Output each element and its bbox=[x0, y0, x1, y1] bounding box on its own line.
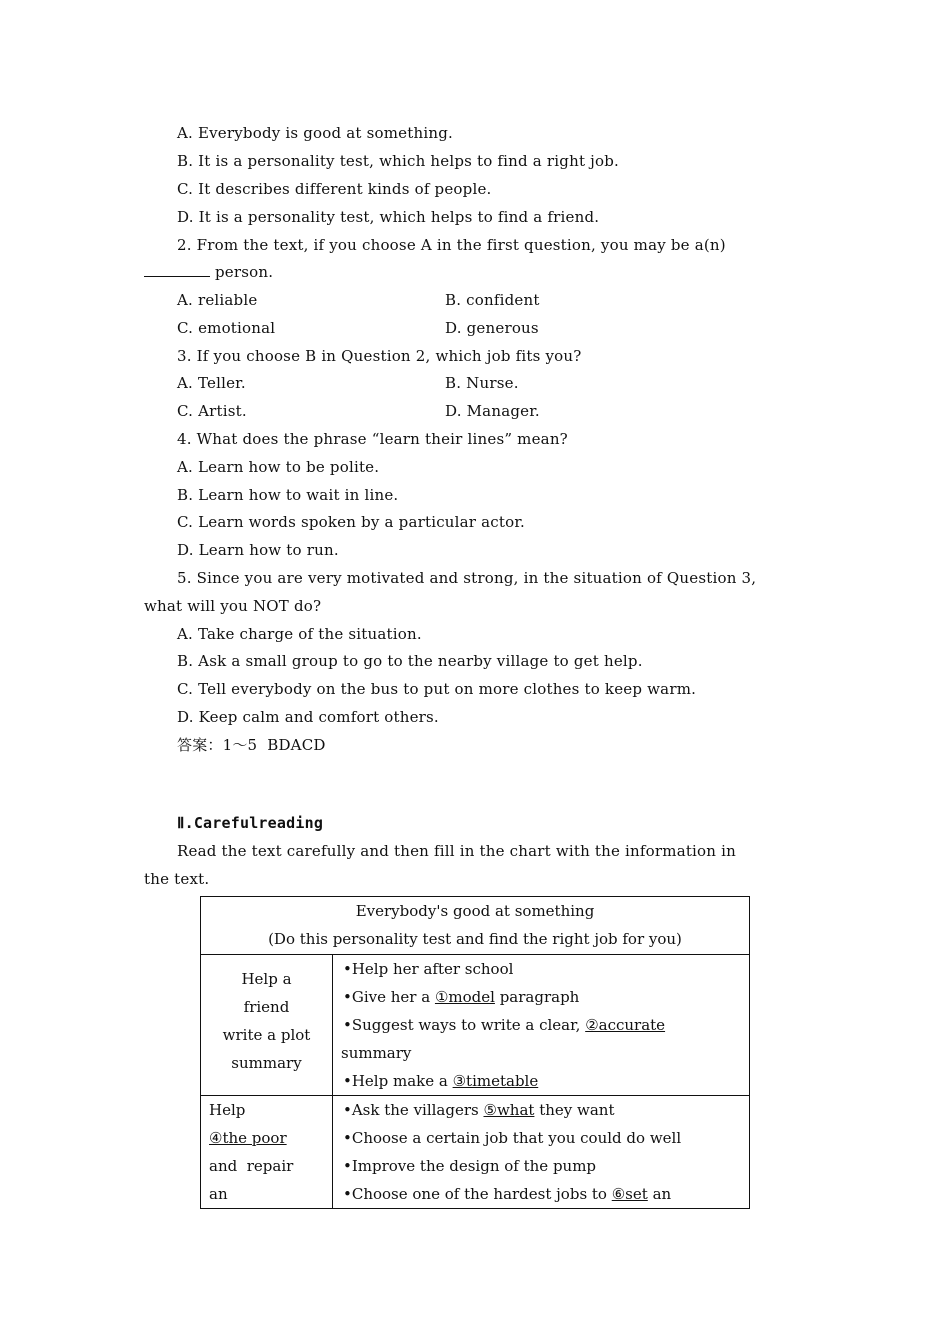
q1-option-c: C. It describes different kinds of people. bbox=[177, 180, 492, 198]
q3-stem: 3. If you choose B in Question 2, which job fits you? bbox=[177, 347, 582, 365]
row2-item: •Ask the villagers ⑤what they want bbox=[343, 1101, 615, 1119]
answer-fill: ①model bbox=[434, 988, 495, 1006]
answer-fill: ③timetable bbox=[452, 1072, 539, 1090]
row1-left-line: friend bbox=[243, 998, 290, 1016]
q2-option-a: A. reliable bbox=[177, 291, 258, 309]
q5-stem-continued: what will you NOT do? bbox=[144, 597, 322, 615]
row1-item: •Suggest ways to write a clear, ②accurate bbox=[343, 1016, 666, 1034]
q5-stem: 5. Since you are very motivated and strong, in the situation of Question 3, bbox=[177, 569, 757, 587]
row1-left-line: summary bbox=[231, 1054, 302, 1072]
row1-right-cell bbox=[333, 955, 750, 1096]
row1-left-line: Help a bbox=[241, 970, 292, 988]
q1-option-a: A. Everybody is good at something. bbox=[177, 124, 453, 142]
row1-item: •Give her a ①model paragraph bbox=[343, 988, 580, 1006]
row1-item-continued: summary bbox=[341, 1044, 412, 1062]
chart-subtitle: (Do this personality test and find the right job for you) bbox=[268, 930, 682, 948]
q5-option-a: A. Take charge of the situation. bbox=[177, 625, 422, 643]
answer-fill: ②accurate bbox=[585, 1016, 666, 1034]
answer-key: 答案：1～5 BDACD bbox=[177, 736, 326, 754]
q3-option-d: D. Manager. bbox=[445, 402, 540, 420]
info-chart bbox=[200, 896, 750, 1209]
row1-item: •Help make a ③timetable bbox=[343, 1072, 539, 1090]
q3-option-b: B. Nurse. bbox=[445, 374, 519, 392]
chart-header-row bbox=[201, 897, 750, 955]
q3-option-a: A. Teller. bbox=[177, 374, 246, 392]
row1-left-cell bbox=[201, 955, 333, 1096]
section-instruction: Read the text carefully and then fill in the chart with the information in bbox=[177, 842, 736, 860]
row2-left-line: and repair bbox=[209, 1157, 294, 1175]
row1-item: •Help her after school bbox=[343, 960, 514, 978]
row2-left-line: an bbox=[209, 1185, 228, 1203]
row2-left-cell bbox=[201, 1096, 333, 1209]
q1-option-d: D. It is a personality test, which helps to find a friend. bbox=[177, 208, 600, 226]
q5-option-c: C. Tell everybody on the bus to put on more clothes to keep warm. bbox=[177, 680, 697, 698]
answer-fill: ⑥set bbox=[611, 1185, 648, 1203]
q2-option-c: C. emotional bbox=[177, 319, 276, 337]
q1-option-b: B. It is a personality test, which helps to find a right job. bbox=[177, 152, 619, 170]
row2-item: •Choose one of the hardest jobs to ⑥set an bbox=[343, 1185, 672, 1203]
q2-stem: 2. From the text, if you choose A in the first question, you may be a(n) bbox=[177, 236, 726, 254]
q4-option-a: A. Learn how to be polite. bbox=[177, 458, 380, 476]
q2-stem-continued bbox=[144, 262, 273, 282]
answer-fill: ④the poor bbox=[209, 1129, 287, 1147]
q5-option-b: B. Ask a small group to go to the nearby village to get help. bbox=[177, 652, 643, 670]
chart-title: Everybody's good at something bbox=[355, 902, 595, 920]
chart-header-cell bbox=[201, 897, 750, 955]
q2-option-d: D. generous bbox=[445, 319, 539, 337]
chart-row-2 bbox=[201, 1096, 750, 1209]
row1-left-line: write a plot bbox=[222, 1026, 311, 1044]
q4-option-b: B. Learn how to wait in line. bbox=[177, 486, 399, 504]
row2-item: •Choose a certain job that you could do well bbox=[343, 1129, 682, 1147]
answer-blank bbox=[144, 262, 210, 277]
answer-fill: ⑤what bbox=[483, 1101, 535, 1119]
q2-option-b: B. confident bbox=[445, 291, 540, 309]
q4-option-d: D. Learn how to run. bbox=[177, 541, 339, 559]
q4-option-c: C. Learn words spoken by a particular actor. bbox=[177, 513, 526, 531]
q2-stem-suffix: person. bbox=[210, 263, 274, 281]
section-heading: Ⅱ.Carefulreading bbox=[177, 814, 324, 832]
chart-row-1 bbox=[201, 955, 750, 1096]
q3-option-c: C. Artist. bbox=[177, 402, 247, 420]
row2-item: •Improve the design of the pump bbox=[343, 1157, 597, 1175]
row2-left-line: Help bbox=[209, 1101, 246, 1119]
row2-left-line bbox=[209, 1124, 332, 1152]
q4-stem: 4. What does the phrase “learn their lines” mean? bbox=[177, 430, 568, 448]
section-instruction-continued: the text. bbox=[144, 870, 210, 888]
q5-option-d: D. Keep calm and comfort others. bbox=[177, 708, 439, 726]
row2-right-cell bbox=[333, 1096, 750, 1209]
